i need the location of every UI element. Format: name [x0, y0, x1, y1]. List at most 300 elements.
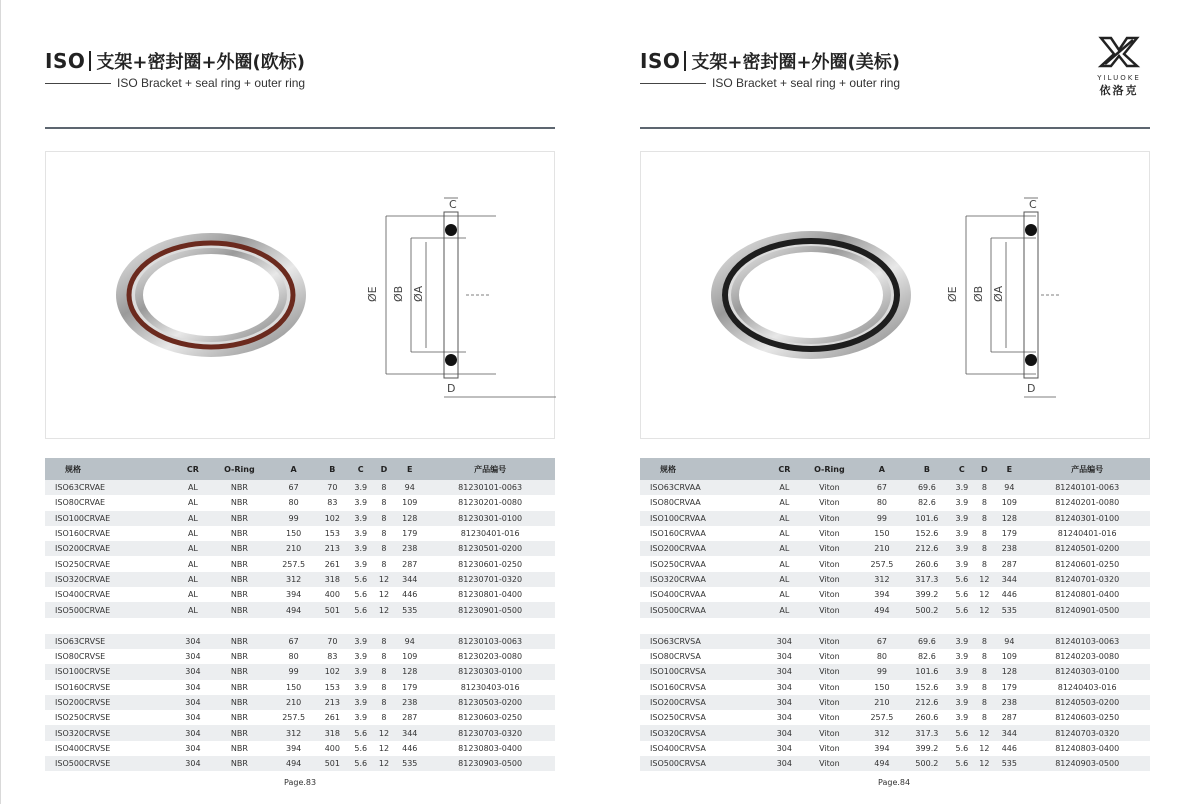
table-cell: Viton — [799, 511, 859, 526]
table-cell: 399.2 — [915, 743, 939, 753]
table-cell: 3.9 — [949, 511, 974, 526]
title-iso: ISO — [45, 49, 86, 73]
table-cell: 8 — [381, 529, 387, 539]
table-cell: 8 — [974, 695, 994, 710]
table-cell: Viton — [819, 498, 840, 508]
table-cell: NBR — [208, 664, 270, 679]
table-cell: 304 — [776, 713, 792, 723]
table-cell: 81240901-0500 — [1024, 602, 1150, 617]
table-cell: 238 — [394, 695, 425, 710]
table-cell: 210 — [859, 541, 904, 556]
table-cell: 80 — [876, 652, 887, 662]
table-cell: 312 — [859, 725, 904, 740]
table-cell: 81240701-0320 — [1024, 572, 1150, 587]
table-cell: 500.2 — [904, 756, 949, 771]
subtitle-text: ISO Bracket + seal ring + outer ring — [712, 76, 901, 90]
table-cell: 128 — [394, 511, 425, 526]
table-cell: ISO200CRVAE — [45, 541, 177, 556]
table-cell: ISO100CRVAA — [640, 511, 769, 526]
table-cell: 8 — [981, 682, 987, 692]
table-cell: 304 — [185, 713, 201, 723]
title-chinese: 支架+密封圈+外圈(美标) — [691, 52, 900, 73]
table-cell: 400 — [324, 743, 340, 753]
column-header: 规格 — [45, 458, 177, 480]
table-cell: 3.9 — [348, 511, 374, 526]
table-cell: 128 — [994, 511, 1024, 526]
table-cell: 3.9 — [949, 541, 974, 556]
page-right — [596, 0, 1191, 804]
table-cell: 304 — [177, 664, 208, 679]
table-row — [45, 511, 555, 526]
table-cell: 81240401-016 — [1057, 529, 1117, 539]
table-cell: 3.9 — [348, 664, 374, 679]
table-cell: 3.9 — [348, 634, 374, 649]
table-cell: 312 — [270, 725, 316, 740]
table-row — [45, 710, 555, 725]
table-cell: 12 — [374, 572, 395, 587]
table-cell: ISO200CRVAA — [640, 541, 769, 556]
table-cell: AL — [779, 529, 790, 539]
table-cell: ISO63CRVAA — [640, 480, 769, 495]
table-cell: 5.6 — [955, 590, 969, 600]
table-cell: 81240501-0200 — [1024, 541, 1150, 556]
product-illustration — [46, 152, 556, 440]
table-cell: 67 — [859, 634, 904, 649]
title-divider — [89, 51, 91, 71]
page-number: Page.84 — [878, 778, 911, 787]
table-cell: 69.6 — [904, 480, 949, 495]
column-header: E — [994, 458, 1024, 480]
table-cell: 5.6 — [354, 590, 368, 600]
table-cell: 12 — [974, 602, 994, 617]
table-cell: 3.9 — [955, 713, 969, 723]
table-row — [640, 680, 1150, 695]
spec-table — [640, 458, 1150, 771]
column-header: B — [317, 458, 348, 480]
dimension-drawing — [946, 198, 1061, 397]
table-cell: 8 — [374, 541, 395, 556]
table-cell: 101.6 — [904, 511, 949, 526]
table-body — [640, 480, 1150, 771]
table-cell: 344 — [394, 725, 425, 740]
table-cell: 3.9 — [354, 713, 368, 723]
table-row — [45, 725, 555, 740]
table-cell: 179 — [402, 529, 418, 539]
table-cell: 81230201-0080 — [458, 498, 523, 508]
column-header: CR — [769, 458, 799, 480]
table-cell: 5.6 — [348, 725, 374, 740]
table-cell: 213 — [317, 541, 348, 556]
table-cell: 8 — [381, 652, 387, 662]
table-row — [45, 756, 555, 771]
table-cell: 8 — [381, 713, 387, 723]
table-cell: 81240803-0400 — [1055, 743, 1120, 753]
table-cell: 394 — [286, 743, 302, 753]
spec-table — [45, 458, 555, 771]
table-row — [45, 587, 555, 602]
table-cell: 5.6 — [348, 602, 374, 617]
table-cell: ISO500CRVAE — [45, 602, 177, 617]
table-cell: 83 — [327, 652, 338, 662]
table-cell: 210 — [270, 695, 316, 710]
table-cell: AL — [769, 511, 799, 526]
table-cell: 8 — [981, 529, 987, 539]
column-header: O-Ring — [208, 458, 270, 480]
table-cell: 12 — [374, 725, 395, 740]
table-cell: 81230901-0500 — [425, 602, 555, 617]
table-cell: 8 — [381, 559, 387, 569]
label-phi-e: ØE — [946, 286, 959, 302]
column-header: D — [374, 458, 395, 480]
table-cell: 399.2 — [915, 590, 939, 600]
label-d: D — [447, 382, 456, 395]
table-cell: 12 — [974, 572, 994, 587]
table-cell: ISO160CRVSE — [55, 682, 111, 692]
table-cell: ISO250CRVAE — [55, 559, 111, 569]
table-cell: ISO250CRVSE — [55, 713, 111, 723]
table-cell: 81240801-0400 — [1055, 590, 1120, 600]
table-cell: 304 — [769, 756, 799, 771]
table-cell: 128 — [394, 664, 425, 679]
table-cell: 94 — [994, 634, 1024, 649]
table-cell: 109 — [1001, 652, 1017, 662]
dimension-drawing — [366, 198, 556, 397]
table-row — [640, 634, 1150, 649]
table-cell: NBR — [230, 713, 248, 723]
table-cell: NBR — [230, 652, 248, 662]
table-cell: 257.5 — [282, 713, 306, 723]
table-group-spacer — [45, 618, 555, 634]
table-cell: 3.9 — [949, 695, 974, 710]
table-cell: 400 — [324, 590, 340, 600]
table-cell: ISO63CRVSE — [45, 634, 177, 649]
page-title — [640, 48, 900, 74]
table-cell: 494 — [859, 756, 904, 771]
table-row — [45, 664, 555, 679]
table-cell: 101.6 — [904, 664, 949, 679]
table-cell: 3.9 — [354, 529, 368, 539]
column-header: A — [270, 458, 316, 480]
table-cell: 304 — [177, 756, 208, 771]
title-iso: ISO — [640, 49, 681, 73]
table-cell: NBR — [230, 529, 248, 539]
logo-chinese-text: 依洛克 — [1099, 84, 1139, 97]
table-cell: AL — [187, 559, 198, 569]
table-row — [45, 495, 555, 510]
table-cell: 102 — [317, 664, 348, 679]
table-cell: 81240203-0080 — [1055, 652, 1120, 662]
table-row — [640, 602, 1150, 617]
table-cell: Viton — [799, 664, 859, 679]
table-cell: 81230101-0063 — [425, 480, 555, 495]
table-cell: 312 — [270, 572, 316, 587]
table-row — [640, 587, 1150, 602]
table-cell: 70 — [317, 480, 348, 495]
table-cell: 94 — [394, 480, 425, 495]
table-cell: AL — [187, 590, 198, 600]
table-cell: Viton — [819, 652, 840, 662]
table-cell: ISO160CRVAA — [650, 529, 706, 539]
table-cell: 82.6 — [917, 498, 936, 508]
table-cell: 304 — [177, 695, 208, 710]
table-cell: 3.9 — [354, 559, 368, 569]
table-cell: 494 — [270, 602, 316, 617]
table-cell: NBR — [208, 511, 270, 526]
table-cell: 304 — [769, 634, 799, 649]
table-row — [45, 541, 555, 556]
table-cell: 344 — [994, 725, 1024, 740]
table-cell: 81240301-0100 — [1024, 511, 1150, 526]
column-header: O-Ring — [799, 458, 859, 480]
table-cell: 8 — [374, 664, 395, 679]
table-row — [640, 480, 1150, 495]
table-cell: 81240601-0250 — [1055, 559, 1120, 569]
table-cell: 81240603-0250 — [1055, 713, 1120, 723]
table-cell: 304 — [185, 652, 201, 662]
table-cell: AL — [177, 541, 208, 556]
table-cell: 3.9 — [348, 480, 374, 495]
table-body — [45, 480, 555, 771]
table-cell: 304 — [185, 743, 201, 753]
table-cell: 287 — [1001, 559, 1017, 569]
table-cell: 81230603-0250 — [458, 713, 523, 723]
table-cell: 150 — [874, 682, 890, 692]
table-cell: ISO320CRVSE — [45, 725, 177, 740]
column-header: 产品编号 — [425, 458, 555, 480]
table-cell: 8 — [974, 634, 994, 649]
table-row — [45, 680, 555, 695]
table-cell: 81230103-0063 — [425, 634, 555, 649]
table-cell: 109 — [1001, 498, 1017, 508]
table-cell: 304 — [776, 652, 792, 662]
table-cell: Viton — [819, 743, 840, 753]
page-title — [45, 48, 305, 74]
column-header: CR — [177, 458, 208, 480]
table-cell: Viton — [799, 695, 859, 710]
table-row — [640, 695, 1150, 710]
product-image-box — [45, 151, 555, 439]
table-cell: 81240903-0500 — [1024, 756, 1150, 771]
table-cell: AL — [779, 559, 790, 569]
table-cell: 304 — [776, 682, 792, 692]
table-cell: ISO200CRVSA — [640, 695, 769, 710]
table-cell: 494 — [859, 602, 904, 617]
table-cell: 81240201-0080 — [1055, 498, 1120, 508]
table-cell: AL — [177, 511, 208, 526]
table-cell: 12 — [374, 756, 395, 771]
table-cell: 5.6 — [955, 743, 969, 753]
table-cell: 179 — [1001, 529, 1017, 539]
table-cell: 94 — [994, 480, 1024, 495]
table-cell: Viton — [819, 590, 840, 600]
table-cell: 304 — [769, 725, 799, 740]
table-cell: 3.9 — [348, 695, 374, 710]
table-cell: 8 — [374, 511, 395, 526]
column-header: 规格 — [640, 458, 769, 480]
table-cell: 8 — [981, 652, 987, 662]
column-header: B — [904, 458, 949, 480]
table-cell: NBR — [208, 695, 270, 710]
table-cell: 82.6 — [917, 652, 936, 662]
table-cell: ISO400CRVAA — [650, 590, 706, 600]
table-cell: AL — [187, 498, 198, 508]
table-row — [45, 480, 555, 495]
table-cell: 3.9 — [955, 529, 969, 539]
table-cell: ISO63CRVAE — [45, 480, 177, 495]
header-rule — [640, 127, 1150, 129]
table-cell: 81240303-0100 — [1024, 664, 1150, 679]
table-cell: ISO80CRVAE — [55, 498, 106, 508]
table-cell: AL — [769, 572, 799, 587]
table-row — [640, 495, 1150, 510]
table-cell: 210 — [859, 695, 904, 710]
page-subtitle — [640, 76, 900, 90]
table-cell: 257.5 — [282, 559, 306, 569]
table-cell: ISO400CRVSE — [55, 743, 111, 753]
table-cell: 394 — [286, 590, 302, 600]
table-cell: 261 — [324, 713, 340, 723]
table-cell: 81230303-0100 — [425, 664, 555, 679]
table-cell: 210 — [270, 541, 316, 556]
table-row — [45, 526, 555, 541]
table-cell: 304 — [769, 664, 799, 679]
table-group-spacer — [640, 618, 1150, 634]
table-cell: 535 — [994, 756, 1024, 771]
column-header: D — [974, 458, 994, 480]
table-cell: 5.6 — [949, 602, 974, 617]
table-cell: 152.6 — [915, 682, 939, 692]
table-cell: 109 — [402, 498, 418, 508]
page-left — [0, 0, 595, 804]
table-cell: 535 — [394, 756, 425, 771]
table-cell: 150 — [874, 529, 890, 539]
table-cell: NBR — [230, 498, 248, 508]
table-cell: 80 — [876, 498, 887, 508]
table-cell: ISO100CRVSA — [640, 664, 769, 679]
table-cell: 3.9 — [949, 634, 974, 649]
table-cell: 212.6 — [904, 541, 949, 556]
table-cell: 81230803-0400 — [458, 743, 523, 753]
table-cell: 12 — [378, 590, 390, 600]
table-cell: 394 — [874, 590, 890, 600]
table-cell: 179 — [1001, 682, 1017, 692]
table-cell: NBR — [208, 541, 270, 556]
table-cell: ISO500CRVSE — [45, 756, 177, 771]
table-cell: ISO250CRVAA — [650, 559, 706, 569]
label-phi-e: ØE — [366, 286, 379, 302]
ring-photo — [116, 233, 306, 357]
table-cell: 12 — [974, 725, 994, 740]
table-cell: Viton — [799, 541, 859, 556]
label-c: C — [449, 198, 457, 211]
table-cell: 81230501-0200 — [425, 541, 555, 556]
table-cell: AL — [177, 572, 208, 587]
table-cell: 8 — [981, 559, 987, 569]
table-cell: 8 — [381, 682, 387, 692]
table-header-row — [640, 458, 1150, 480]
table-cell: ISO500CRVSA — [640, 756, 769, 771]
table-cell: 257.5 — [870, 559, 894, 569]
table-cell: 260.6 — [915, 713, 939, 723]
table-cell: 535 — [994, 602, 1024, 617]
table-cell: 12 — [974, 756, 994, 771]
table-cell: Viton — [799, 480, 859, 495]
table-cell: 99 — [270, 511, 316, 526]
table-cell: 3.9 — [955, 498, 969, 508]
table-cell: 69.6 — [904, 634, 949, 649]
table-cell: Viton — [819, 529, 840, 539]
table-cell: 304 — [185, 682, 201, 692]
table-row — [640, 556, 1150, 571]
table-cell: AL — [779, 498, 790, 508]
table-cell: ISO80CRVSA — [650, 652, 701, 662]
table-cell: 5.6 — [348, 572, 374, 587]
table-cell: 3.9 — [955, 682, 969, 692]
table-cell: 500.2 — [904, 602, 949, 617]
table-cell: NBR — [208, 572, 270, 587]
table-header-row — [45, 458, 555, 480]
column-header: C — [949, 458, 974, 480]
title-chinese: 支架+密封圈+外圈(欧标) — [96, 52, 305, 73]
table-cell: Viton — [819, 682, 840, 692]
product-image-box — [640, 151, 1150, 439]
table-cell: AL — [769, 480, 799, 495]
label-phi-b: ØB — [392, 285, 405, 302]
table-cell: ISO200CRVSE — [45, 695, 177, 710]
table-cell: ISO320CRVSA — [640, 725, 769, 740]
table-cell: 81230801-0400 — [458, 590, 523, 600]
table-cell: 501 — [317, 602, 348, 617]
table-cell: 312 — [859, 572, 904, 587]
table-cell: Viton — [799, 572, 859, 587]
table-cell: 238 — [994, 695, 1024, 710]
table-cell: 81240103-0063 — [1024, 634, 1150, 649]
table-cell: 287 — [402, 713, 418, 723]
table-cell: 81230601-0250 — [458, 559, 523, 569]
table-cell: 257.5 — [870, 713, 894, 723]
label-phi-a: ØA — [412, 285, 425, 302]
table-cell: ISO320CRVAA — [640, 572, 769, 587]
page-subtitle — [45, 76, 305, 90]
table-cell: ISO100CRVSE — [45, 664, 177, 679]
table-cell: 8 — [374, 695, 395, 710]
table-cell: 102 — [317, 511, 348, 526]
subtitle-line — [640, 83, 706, 84]
table-cell: ISO80CRVSE — [55, 652, 106, 662]
table-cell: 501 — [317, 756, 348, 771]
table-cell: 12 — [979, 743, 990, 753]
table-row — [45, 741, 555, 756]
table-cell: 3.9 — [354, 682, 368, 692]
spacer-cell — [640, 618, 1150, 634]
table-cell: 3.9 — [354, 652, 368, 662]
table-cell: 81230401-016 — [460, 529, 520, 539]
table-cell: 128 — [994, 664, 1024, 679]
table-row — [640, 572, 1150, 587]
label-phi-b: ØB — [972, 285, 985, 302]
subtitle-text: ISO Bracket + seal ring + outer ring — [117, 76, 306, 90]
table-row — [45, 634, 555, 649]
table-row — [45, 602, 555, 617]
table-cell: NBR — [208, 602, 270, 617]
table-cell: 81230403-016 — [460, 682, 520, 692]
column-header: E — [394, 458, 425, 480]
table-cell: Viton — [819, 713, 840, 723]
table-cell: 8 — [374, 480, 395, 495]
table-cell: 109 — [402, 652, 418, 662]
table-cell: 12 — [979, 590, 990, 600]
table-cell: 80 — [288, 498, 299, 508]
